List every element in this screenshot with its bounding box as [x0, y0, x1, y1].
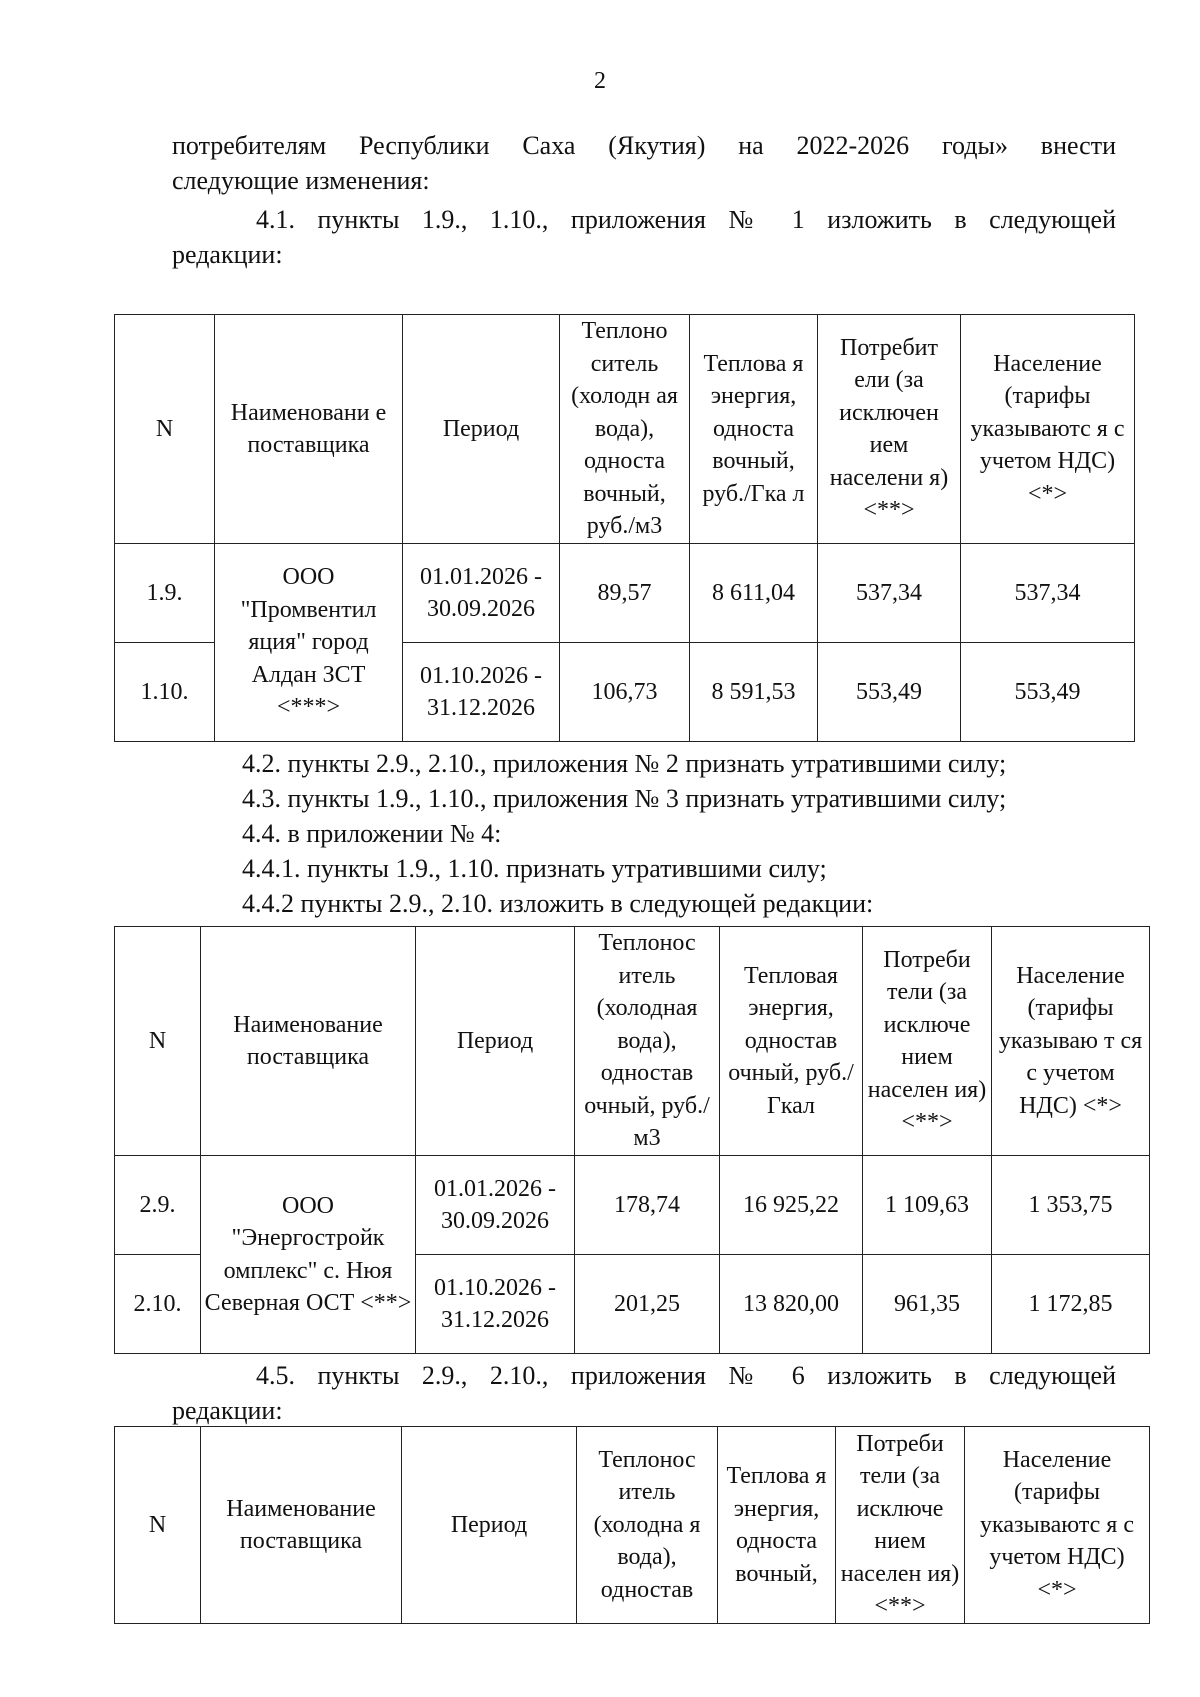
table-header-row [115, 315, 1135, 544]
col-header-consumers: Потребит ели (за исключен ием населени я) <**> [818, 315, 961, 544]
col-header-water: Теплонос итель (холодна я вода), одностав [577, 1427, 718, 1624]
row-consumers-tariff: 1 109,63 [863, 1156, 992, 1255]
col-header-period: Период [402, 1427, 577, 1624]
col-header-supplier: Наименование поставщика [201, 927, 416, 1156]
page-number: 2 [594, 68, 606, 94]
col-header-n: N [115, 927, 201, 1156]
row-consumers-tariff: 537,34 [818, 544, 961, 643]
row-period: 01.01.2026 - 30.09.2026 [403, 544, 560, 643]
item-4-2: 4.2. пункты 2.9., 2.10., приложения № 2 признать утратившими силу; [242, 749, 1007, 778]
col-header-period: Период [416, 927, 575, 1156]
col-header-supplier: Наименование поставщика [201, 1427, 402, 1624]
supplier-name: ООО "Промвентил яция" город Алдан ЗСТ <***> [215, 544, 403, 742]
col-header-heat: Тепловая энергия, одностав очный, руб./Гкал [720, 927, 863, 1156]
row-period: 01.01.2026 - 30.09.2026 [416, 1156, 575, 1255]
row-number: 1.10. [115, 643, 215, 742]
row-heat-tariff: 8 591,53 [690, 643, 818, 742]
row-number: 2.9. [115, 1156, 201, 1255]
row-population-tariff: 1 353,75 [992, 1156, 1150, 1255]
col-header-population: Население (тарифы указываютс я с учетом НДС) <*> [965, 1427, 1150, 1624]
table-row [115, 1156, 1150, 1255]
row-water-tariff: 178,74 [575, 1156, 720, 1255]
row-water-tariff: 106,73 [560, 643, 690, 742]
col-header-water: Теплоно ситель (холодн ая вода), односта вочный, руб./м3 [560, 315, 690, 544]
col-header-heat: Теплова я энергия, односта вочный, руб./Гка л [690, 315, 818, 544]
intro-line-2: следующие изменения: [172, 166, 430, 195]
row-period: 01.10.2026 - 31.12.2026 [416, 1255, 575, 1354]
item-4-1-line-1: 4.1. пункты 1.9., 1.10., приложения № 1 изложить в следующей [256, 205, 1116, 234]
supplier-name: ООО "Энергостройк омплекс" с. Нюя Северная ОСТ <**> [201, 1156, 416, 1354]
tariff-table-1 [114, 314, 1135, 742]
row-period: 01.10.2026 - 31.12.2026 [403, 643, 560, 742]
row-heat-tariff: 13 820,00 [720, 1255, 863, 1354]
row-heat-tariff: 8 611,04 [690, 544, 818, 643]
table-header-row [115, 1427, 1150, 1624]
row-consumers-tariff: 961,35 [863, 1255, 992, 1354]
row-heat-tariff: 16 925,22 [720, 1156, 863, 1255]
item-4-1 [172, 202, 1116, 272]
item-4-5-line-1: 4.5. пункты 2.9., 2.10., приложения № 6 изложить в следующей [256, 1361, 1116, 1390]
row-population-tariff: 553,49 [961, 643, 1135, 742]
col-header-water: Теплонос итель (холодная вода), одностав очный, руб./м3 [575, 927, 720, 1156]
item-4-4-1: 4.4.1. пункты 1.9., 1.10. признать утратившими силу; [242, 854, 827, 883]
tariff-table-2 [114, 926, 1150, 1354]
col-header-period: Период [403, 315, 560, 544]
col-header-population: Население (тарифы указываю т ся с учетом НДС) <*> [992, 927, 1150, 1156]
row-population-tariff: 537,34 [961, 544, 1135, 643]
item-4-4-2: 4.4.2 пункты 2.9., 2.10. изложить в следующей редакции: [242, 889, 874, 918]
row-water-tariff: 201,25 [575, 1255, 720, 1354]
col-header-population: Население (тарифы указываютс я с учетом НДС) <*> [961, 315, 1135, 544]
item-4-3: 4.3. пункты 1.9., 1.10., приложения № 3 признать утратившими силу; [242, 784, 1007, 813]
items-after-table-1 [172, 746, 1116, 921]
col-header-n: N [115, 315, 215, 544]
intro-line-1: потребителям Республики Саха (Якутия) на 2022-2026 годы» внести [172, 131, 1116, 160]
row-number: 1.9. [115, 544, 215, 643]
col-header-consumers: Потреби тели (за исключе нием населен ия) <**> [863, 927, 992, 1156]
table-header-row [115, 927, 1150, 1156]
item-4-1-line-2: редакции: [172, 240, 283, 269]
row-number: 2.10. [115, 1255, 201, 1354]
row-water-tariff: 89,57 [560, 544, 690, 643]
intro-paragraph [172, 128, 1116, 198]
row-population-tariff: 1 172,85 [992, 1255, 1150, 1354]
tariff-table-3 [114, 1426, 1150, 1624]
item-4-5-line-2: редакции: [172, 1396, 283, 1425]
col-header-supplier: Наименовани е поставщика [215, 315, 403, 544]
col-header-n: N [115, 1427, 201, 1624]
row-consumers-tariff: 553,49 [818, 643, 961, 742]
col-header-heat: Теплова я энергия, односта вочный, [718, 1427, 836, 1624]
table-row [115, 544, 1135, 643]
item-4-5 [172, 1358, 1116, 1428]
item-4-4: 4.4. в приложении № 4: [242, 819, 502, 848]
col-header-consumers: Потреби тели (за исключе нием населен ия) <**> [836, 1427, 965, 1624]
